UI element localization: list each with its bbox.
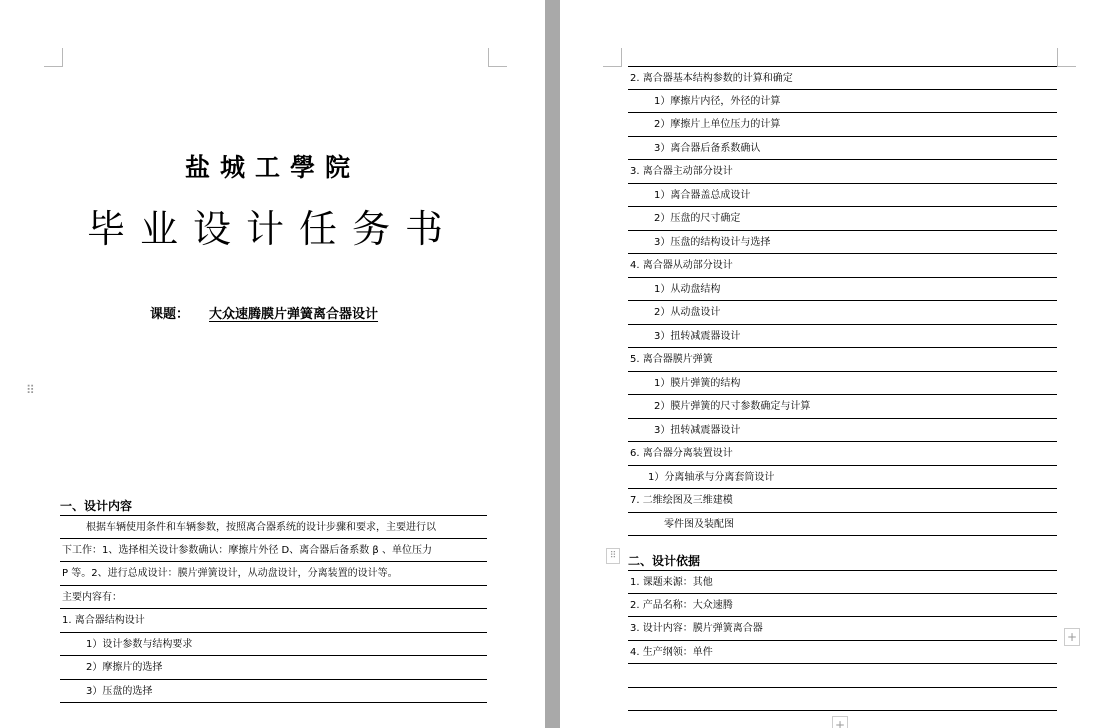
table-row: 1）摩擦片内径，外径的计算 xyxy=(628,90,1057,114)
table-row: 1）设计参数与结构要求 xyxy=(60,633,487,657)
page-gap xyxy=(545,0,560,728)
table-row: 2）摩擦片上单位压力的计算 xyxy=(628,113,1057,137)
table-row: 2. 产品名称：大众速腾 xyxy=(628,594,1057,618)
table-row: 2）摩擦片的选择 xyxy=(60,656,487,680)
table-row: 1）膜片弹簧的结构 xyxy=(628,372,1057,396)
table-row: 5. 离合器膜片弹簧 xyxy=(628,348,1057,372)
table-row: 3）压盘的选择 xyxy=(60,680,487,704)
subject-line xyxy=(150,303,402,322)
table-row: 3. 设计内容：膜片弹簧离合器 xyxy=(628,617,1057,641)
school-name: 盐城工學院 xyxy=(184,153,360,182)
section-heading-design-content: 一、设计内容 xyxy=(60,499,133,513)
document-page-right xyxy=(560,0,1106,728)
table-row: 6. 离合器分离装置设计 xyxy=(628,442,1057,466)
table-row: 零件图及装配图 xyxy=(628,513,1057,537)
table-row: 3）压盘的结构设计与选择 xyxy=(628,231,1057,255)
table-row: 2）膜片弹簧的尺寸参数确定与计算 xyxy=(628,395,1057,419)
table-row xyxy=(628,688,1057,712)
table-move-handle-icon[interactable]: ⠿ xyxy=(606,548,620,564)
crop-mark xyxy=(1057,48,1076,67)
design-content-table-continued xyxy=(628,66,1057,536)
table-row: 3. 离合器主动部分设计 xyxy=(628,160,1057,184)
table-row xyxy=(628,664,1057,688)
table-row: 2）压盘的尺寸确定 xyxy=(628,207,1057,231)
table-row: 1. 课题来源：其他 xyxy=(628,570,1057,594)
subject-value: 大众速腾膜片弹簧离合器设计 xyxy=(209,307,379,322)
table-row: 3）离合器后备系数确认 xyxy=(628,137,1057,161)
table-row: 1. 离合器结构设计 xyxy=(60,609,487,633)
table-row: 4. 离合器从动部分设计 xyxy=(628,254,1057,278)
crop-mark xyxy=(603,48,622,67)
section-heading-design-basis: 二、设计依据 xyxy=(628,554,701,568)
design-basis-table xyxy=(628,570,1057,711)
table-row: 下工作：1、选择相关设计参数确认：摩擦片外径 D、离合器后备系数 β 、单位压力 xyxy=(60,539,487,563)
add-column-plus-icon[interactable]: + xyxy=(1064,628,1080,646)
table-row: 3）扭转减震器设计 xyxy=(628,419,1057,443)
table-row: 2）从动盘设计 xyxy=(628,301,1057,325)
table-row: 7. 二维绘图及三维建模 xyxy=(628,489,1057,513)
drag-handle-icon[interactable]: ⠿ xyxy=(26,383,35,397)
table-row: 主要内容有： xyxy=(60,586,487,610)
table-row: 1）从动盘结构 xyxy=(628,278,1057,302)
table-row: P 等。2、进行总成设计：膜片弹簧设计，从动盘设计，分离装置的设计等。 xyxy=(60,562,487,586)
crop-mark xyxy=(488,48,507,67)
table-row: 4. 生产纲领：单件 xyxy=(628,641,1057,665)
table-row: 1）离合器盖总成设计 xyxy=(628,184,1057,208)
table-row: 3）扭转减震器设计 xyxy=(628,325,1057,349)
subject-label: 课题： xyxy=(150,307,190,322)
document-page-left xyxy=(0,0,545,728)
document-title: 毕业设计任务书 xyxy=(86,207,458,251)
table-row: 2. 离合器基本结构参数的计算和确定 xyxy=(628,66,1057,90)
add-row-plus-icon[interactable]: + xyxy=(832,716,848,728)
crop-mark xyxy=(44,48,63,67)
table-row: 1）分离轴承与分离套筒设计 xyxy=(628,466,1057,490)
table-row: 根据车辆使用条件和车辆参数，按照离合器系统的设计步骤和要求，主要进行以 xyxy=(60,515,487,539)
design-content-table xyxy=(60,515,487,703)
